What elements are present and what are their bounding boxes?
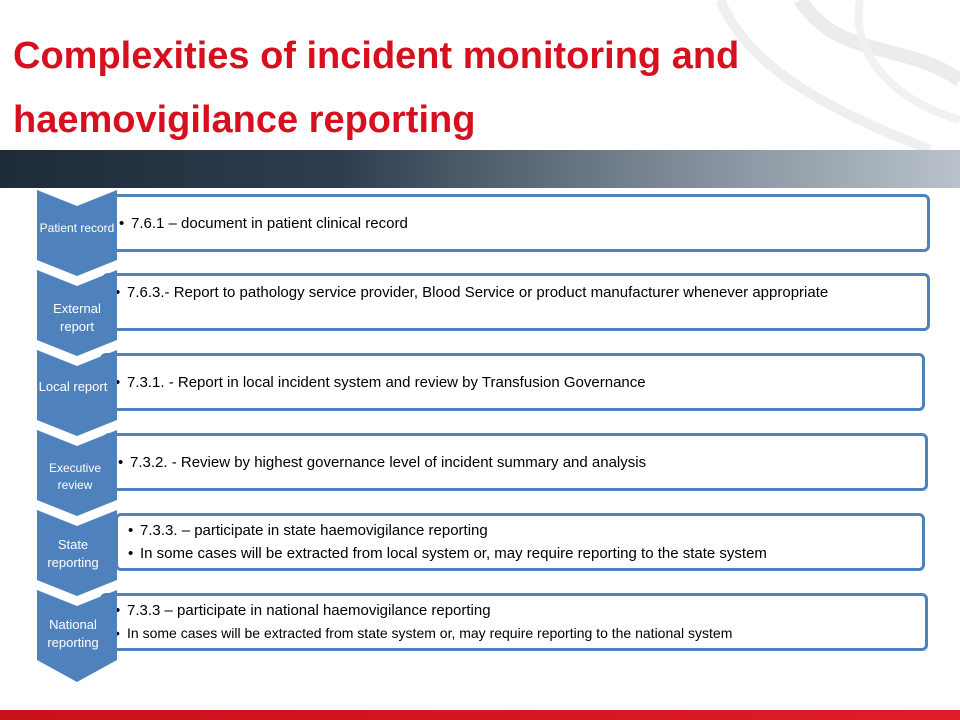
slide-title: Complexities of incident monitoring and haemovigilance reporting bbox=[13, 35, 740, 141]
chevron-external-report bbox=[37, 270, 117, 356]
step-detail-box bbox=[100, 353, 925, 411]
chevron-national-reporting bbox=[37, 590, 117, 682]
step-local-report bbox=[0, 350, 960, 440]
step-detail-box bbox=[100, 593, 928, 651]
footer-red-bar bbox=[0, 710, 960, 720]
step-executive-review bbox=[0, 430, 960, 520]
chevron-patient-record bbox=[37, 190, 117, 276]
bullet-item: • 7.6.1 – document in patient clinical record bbox=[119, 215, 919, 232]
bullet-item: • 7.6.3.- Report to pathology service provider, Blood Service or product manufacturer whenever appropriate bbox=[115, 284, 919, 301]
bullet-list bbox=[119, 215, 919, 232]
chevron-executive-review bbox=[37, 430, 117, 516]
bullet-item: • 7.3.1. - Report in local incident system and review by Transfusion Governance bbox=[115, 374, 914, 391]
bullet-item: • 7.3.2. - Review by highest governance level of incident summary and analysis bbox=[118, 454, 917, 471]
step-detail-box bbox=[108, 194, 930, 252]
bullet-list bbox=[115, 374, 914, 391]
bullet-item: • 7.3.3. – participate in state haemovigilance reporting bbox=[128, 522, 918, 539]
chevron-state-reporting bbox=[37, 510, 117, 596]
chevron-local-report bbox=[37, 350, 117, 436]
step-external-report bbox=[0, 270, 960, 360]
bullet-list bbox=[115, 602, 921, 642]
chevron-label: National reporting bbox=[47, 617, 99, 650]
bullet-item: • In some cases will be extracted from state system or, may require reporting to the national system bbox=[115, 625, 921, 642]
chevron-label: External report bbox=[53, 301, 101, 334]
bullet-item: • 7.3.3 – participate in national haemovigilance reporting bbox=[115, 602, 921, 619]
bullet-list bbox=[118, 454, 917, 471]
chevron-label: Patient record bbox=[39, 221, 115, 235]
step-national-reporting bbox=[0, 590, 960, 686]
step-state-reporting bbox=[0, 510, 960, 600]
bullet-list bbox=[115, 284, 919, 301]
step-detail-box bbox=[115, 513, 925, 571]
step-patient-record bbox=[0, 190, 960, 280]
chevron-label: State reporting bbox=[47, 537, 99, 570]
step-detail-box bbox=[102, 273, 930, 331]
step-detail-box bbox=[103, 433, 928, 491]
chevron-label: Executive review bbox=[48, 461, 102, 492]
bullet-item: • In some cases will be extracted from local system or, may require reporting to the state system bbox=[128, 545, 918, 562]
chevron-label: Local report bbox=[38, 379, 108, 394]
bullet-list bbox=[128, 522, 918, 562]
title-banner-band bbox=[0, 150, 960, 188]
